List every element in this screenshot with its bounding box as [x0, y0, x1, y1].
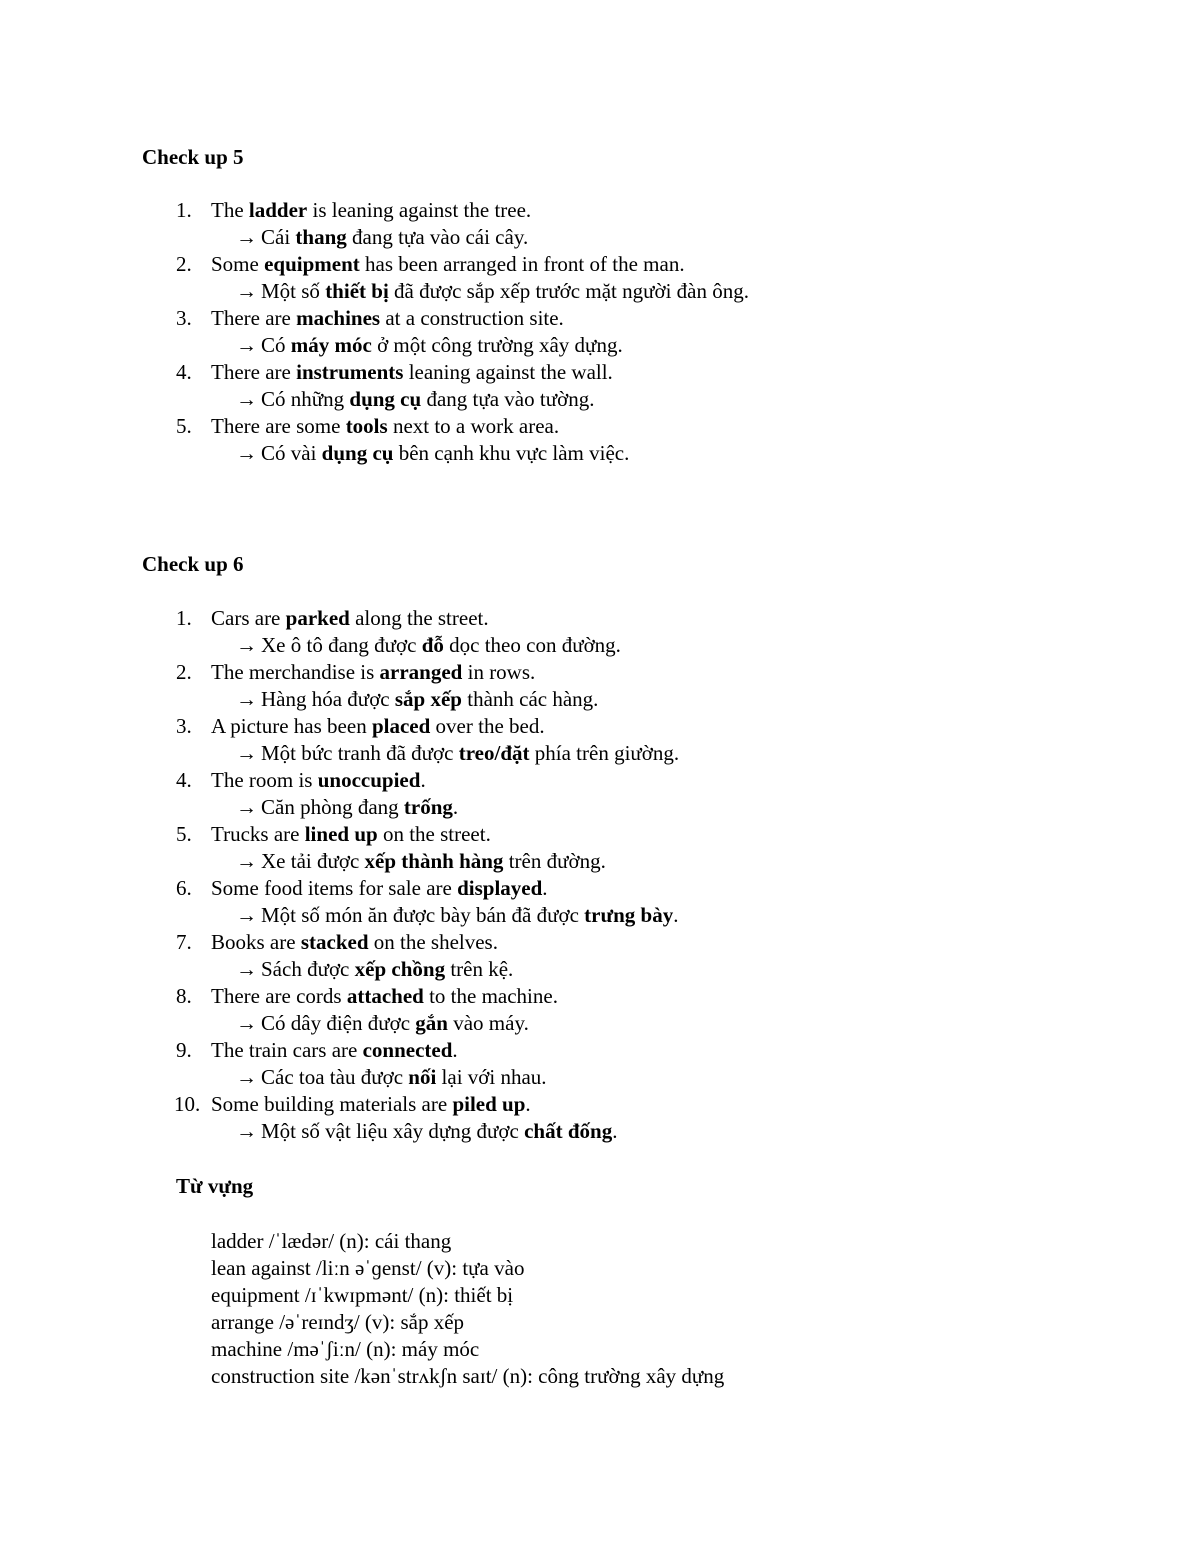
list-item	[142, 821, 1102, 875]
bold-term: placed	[371, 714, 431, 738]
text-run: There are	[211, 360, 297, 384]
english-sentence	[211, 414, 559, 438]
vocab-entry: lean against /liːn əˈɡenst/ (v): tựa vào	[211, 1256, 525, 1280]
english-sentence	[211, 252, 685, 276]
vocab-title: Từ vựng	[176, 1174, 254, 1198]
arrow-right-icon: →	[236, 687, 257, 711]
text-run: Xe ô tô đang được	[261, 633, 422, 657]
vocab-entry: machine /məˈʃiːn/ (n): máy móc	[211, 1337, 480, 1361]
vietnamese-translation	[142, 794, 1102, 821]
bold-term: unoccupied	[317, 768, 421, 792]
text-run: Trucks are	[211, 822, 305, 846]
english-sentence	[211, 876, 548, 900]
text-run: Some building materials are	[211, 1092, 453, 1116]
text-run: There are cords	[211, 984, 347, 1008]
item-number: 3.	[176, 306, 192, 330]
arrow-right-icon: →	[236, 225, 257, 249]
english-sentence	[211, 306, 564, 330]
bold-term: gắn	[415, 1011, 448, 1035]
vietnamese-translation	[142, 632, 1102, 659]
vietnamese-translation	[142, 902, 1102, 929]
arrow-right-icon: →	[236, 795, 257, 819]
bold-term: stacked	[300, 930, 369, 954]
list-item	[142, 983, 1102, 1037]
list-item	[142, 413, 1102, 467]
item-number: 4.	[176, 768, 192, 792]
vietnamese-translation	[142, 386, 1102, 413]
bold-term: dụng cụ	[321, 441, 394, 465]
text-run: A picture has been	[211, 714, 372, 738]
english-sentence	[211, 984, 558, 1008]
bold-term: xếp thành hàng	[364, 849, 504, 873]
item-number: 3.	[176, 714, 192, 738]
item-number: 9.	[176, 1038, 192, 1062]
text-run: ở một công trường xây dựng.	[371, 333, 623, 357]
text-run: Một số	[261, 279, 326, 303]
item-number: 7.	[176, 930, 192, 954]
text-run: next to a work area.	[387, 414, 560, 438]
bold-term: displayed	[457, 876, 543, 900]
vietnamese-translation	[142, 224, 1102, 251]
vocab-entry: arrange /əˈreɪndʒ/ (v): sắp xếp	[211, 1310, 465, 1334]
text-run: Hàng hóa được	[261, 687, 395, 711]
text-run: Xe tải được	[261, 849, 365, 873]
bold-term: treo/đặt	[458, 741, 530, 765]
bold-term: piled up	[452, 1092, 526, 1116]
bold-term: tools	[345, 414, 388, 438]
english-sentence	[211, 714, 545, 738]
vocab-entry: equipment /ɪˈkwɪpmənt/ (n): thiết bị	[211, 1283, 514, 1307]
bold-term: machines	[296, 306, 381, 330]
arrow-right-icon: →	[236, 633, 257, 657]
text-run: Some	[211, 252, 265, 276]
text-run: đang tựa vào cái cây.	[346, 225, 529, 249]
arrow-right-icon: →	[236, 441, 257, 465]
text-run: The room is	[211, 768, 318, 792]
item-number: 2.	[176, 252, 192, 276]
section-title-check-up-6: Check up 6	[142, 552, 244, 576]
item-number: 5.	[176, 414, 192, 438]
bold-term: trưng bày	[584, 903, 674, 927]
item-number: 4.	[176, 360, 192, 384]
vietnamese-translation	[142, 686, 1102, 713]
text-run: .	[420, 768, 426, 792]
text-run: is leaning against the tree.	[307, 198, 532, 222]
text-run: on the shelves.	[368, 930, 498, 954]
text-run: over the bed.	[430, 714, 545, 738]
vietnamese-translation	[142, 332, 1102, 359]
arrow-right-icon: →	[236, 387, 257, 411]
text-run: Có dây điện được	[261, 1011, 416, 1035]
text-run: at a construction site.	[380, 306, 564, 330]
bold-term: nối	[408, 1065, 437, 1089]
bold-term: thang	[295, 225, 347, 249]
text-run: Some food items for sale are	[211, 876, 458, 900]
english-sentence	[211, 1038, 458, 1062]
text-run: trên kệ.	[445, 957, 514, 981]
arrow-right-icon: →	[236, 1119, 257, 1143]
list-item	[142, 305, 1102, 359]
check-up-5-list	[142, 197, 1102, 467]
bold-term: parked	[285, 606, 350, 630]
bold-term: đỗ	[421, 633, 444, 657]
text-run: Căn phòng đang	[261, 795, 404, 819]
bold-term: arranged	[379, 660, 463, 684]
text-run: There are some	[211, 414, 346, 438]
arrow-right-icon: →	[236, 333, 257, 357]
text-run: .	[525, 1092, 531, 1116]
english-sentence	[211, 660, 535, 684]
item-number: 6.	[176, 876, 192, 900]
vocab-entry: ladder /ˈlædər/ (n): cái thang	[211, 1229, 452, 1253]
bold-term: equipment	[264, 252, 360, 276]
item-number: 1.	[176, 606, 192, 630]
text-run: dọc theo con đường.	[443, 633, 621, 657]
list-item	[142, 767, 1102, 821]
arrow-right-icon: →	[236, 903, 257, 927]
text-run: Có vài	[261, 441, 322, 465]
english-sentence	[211, 822, 491, 846]
english-sentence	[211, 360, 613, 384]
list-item	[142, 251, 1102, 305]
bold-term: chất đống	[524, 1119, 613, 1143]
bold-term: thiết bị	[325, 279, 389, 303]
english-sentence	[211, 768, 426, 792]
bold-term: connected	[362, 1038, 453, 1062]
check-up-6-list	[142, 605, 1102, 1145]
text-run: .	[452, 795, 459, 819]
text-run: Cái	[261, 225, 296, 249]
vietnamese-translation	[142, 1118, 1102, 1145]
text-run: vào máy.	[447, 1011, 529, 1035]
bold-term: instruments	[296, 360, 404, 384]
text-run: Books are	[211, 930, 301, 954]
text-run: đang tựa vào tường.	[421, 387, 595, 411]
text-run: Có	[261, 333, 291, 357]
english-sentence	[211, 930, 498, 954]
bold-term: trống	[403, 795, 453, 819]
text-run: phía trên giường.	[529, 741, 680, 765]
bold-term: sắp xếp	[394, 687, 462, 711]
arrow-right-icon: →	[236, 279, 257, 303]
text-run: The train cars are	[211, 1038, 363, 1062]
bold-term: ladder	[248, 198, 308, 222]
text-run: The merchandise is	[211, 660, 380, 684]
list-item	[142, 1037, 1102, 1091]
vietnamese-translation	[142, 956, 1102, 983]
vietnamese-translation	[142, 1010, 1102, 1037]
text-run: Cars are	[211, 606, 286, 630]
vocab-entry: construction site /kənˈstrʌkʃn saɪt/ (n): công trường xây dựng	[211, 1364, 725, 1388]
item-number: 5.	[176, 822, 192, 846]
english-sentence	[211, 606, 489, 630]
arrow-right-icon: →	[236, 849, 257, 873]
vietnamese-translation	[142, 848, 1102, 875]
arrow-right-icon: →	[236, 957, 257, 981]
list-item	[142, 605, 1102, 659]
list-item	[142, 359, 1102, 413]
arrow-right-icon: →	[236, 741, 257, 765]
text-run: The	[211, 198, 249, 222]
text-run: has been arranged in front of the man.	[359, 252, 685, 276]
text-run: There are	[211, 306, 297, 330]
list-item	[142, 713, 1102, 767]
text-run: trên đường.	[503, 849, 606, 873]
vietnamese-translation	[142, 440, 1102, 467]
list-item	[142, 197, 1102, 251]
text-run: to the machine.	[423, 984, 558, 1008]
english-sentence	[211, 198, 531, 222]
list-item	[142, 1091, 1102, 1145]
bold-term: lined up	[304, 822, 378, 846]
text-run: .	[612, 1119, 618, 1143]
list-item	[142, 659, 1102, 713]
text-run: along the street.	[349, 606, 489, 630]
text-run: lại với nhau.	[436, 1065, 547, 1089]
vietnamese-translation	[142, 278, 1102, 305]
text-run: Sách được	[261, 957, 355, 981]
section-title-check-up-5: Check up 5	[142, 145, 244, 169]
text-run: đã được sắp xếp trước mặt người đàn ông.	[388, 279, 749, 303]
item-number: 1.	[176, 198, 192, 222]
item-number: 10.	[174, 1092, 201, 1116]
bold-term: máy móc	[290, 333, 372, 357]
bold-term: attached	[346, 984, 424, 1008]
text-run: leaning against the wall.	[403, 360, 613, 384]
text-run: Một số món ăn được bày bán đã được	[261, 903, 585, 927]
list-item	[142, 875, 1102, 929]
vietnamese-translation	[142, 1064, 1102, 1091]
text-run: Các toa tàu được	[261, 1065, 409, 1089]
text-run: .	[673, 903, 679, 927]
text-run: bên cạnh khu vực làm việc.	[393, 441, 630, 465]
text-run: thành các hàng.	[461, 687, 599, 711]
text-run: Có những	[261, 387, 350, 411]
arrow-right-icon: →	[236, 1011, 257, 1035]
text-run: .	[452, 1038, 458, 1062]
text-run: in rows.	[462, 660, 536, 684]
vietnamese-translation	[142, 740, 1102, 767]
text-run: Một số vật liệu xây dựng được	[261, 1119, 525, 1143]
arrow-right-icon: →	[236, 1065, 257, 1089]
item-number: 2.	[176, 660, 192, 684]
bold-term: dụng cụ	[349, 387, 422, 411]
item-number: 8.	[176, 984, 192, 1008]
list-item	[142, 929, 1102, 983]
text-run: .	[542, 876, 548, 900]
text-run: Một bức tranh đã được	[261, 741, 459, 765]
english-sentence	[211, 1092, 531, 1116]
vocab-list	[211, 1228, 1111, 1390]
bold-term: xếp chồng	[354, 957, 446, 981]
text-run: on the street.	[377, 822, 491, 846]
